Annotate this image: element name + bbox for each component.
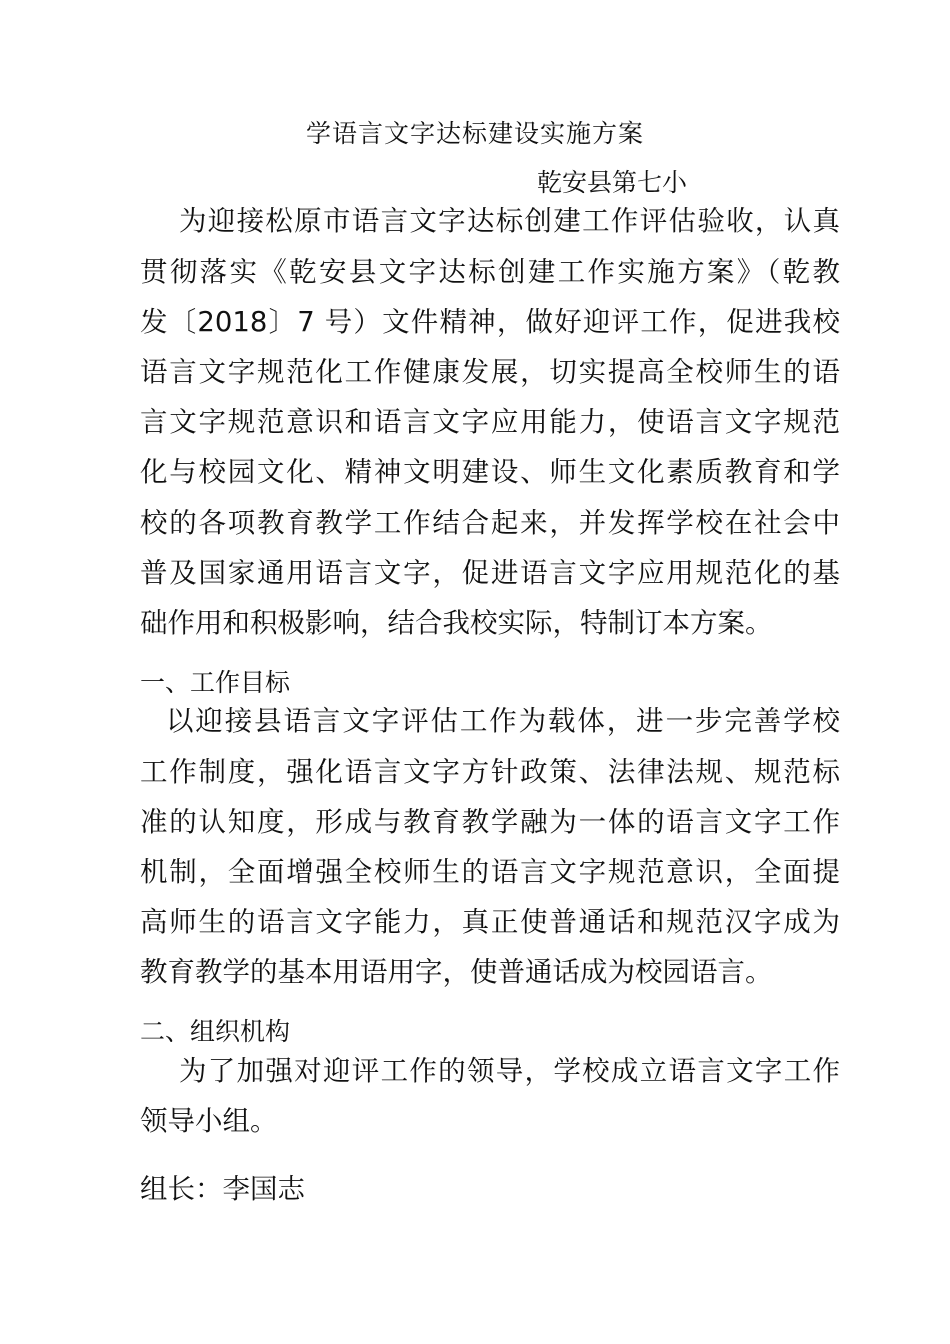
school-name: 乾安县第七小 (537, 168, 688, 197)
intro-line: 础作用和积极影响，结合我校实际，特制订本方案。 (140, 607, 773, 639)
goals-line: 工作制度，强化语言文字方针政策、法律法规、规范标 (140, 756, 840, 788)
organization-line: 领导小组。 (140, 1105, 278, 1137)
section-heading-organization: 二、组织机构 (140, 1017, 291, 1046)
intro-line: 校的各项教育教学工作结合起来，并发挥学校在社会中 (140, 507, 840, 539)
intro-line: 发〔2018〕7 号）文件精神，做好迎评工作，促进我校 (140, 306, 840, 338)
intro-line: 为迎接松原市语言文字达标创建工作评估验收，认真 (179, 205, 840, 237)
leader-line: 组长：李国志 (140, 1173, 305, 1205)
intro-line: 化与校园文化、精神文明建设、师生文化素质教育和学 (140, 456, 840, 488)
intro-line: 普及国家通用语言文字，促进语言文字应用规范化的基 (140, 557, 840, 589)
goals-line: 机制，全面增强全校师生的语言文字规范意识，全面提 (140, 856, 840, 888)
goals-line: 教育教学的基本用语用字，使普通话成为校园语言。 (140, 956, 773, 988)
intro-line: 语言文字规范化工作健康发展，切实提高全校师生的语 (140, 356, 840, 388)
goals-line: 高师生的语言文字能力，真正使普通话和规范汉字成为 (140, 906, 840, 938)
goals-line: 以迎接县语言文字评估工作为载体，进一步完善学校 (166, 705, 840, 737)
section-heading-goals: 一、工作目标 (140, 668, 291, 697)
document-title: 学语言文字达标建设实施方案 (305, 119, 644, 148)
intro-line: 贯彻落实《乾安县文字达标创建工作实施方案》（乾教 (140, 256, 840, 288)
goals-line: 准的认知度，形成与教育教学融为一体的语言文字工作 (140, 806, 840, 838)
intro-line: 言文字规范意识和语言文字应用能力，使语言文字规范 (140, 406, 840, 438)
organization-line: 为了加强对迎评工作的领导，学校成立语言文字工作 (179, 1055, 840, 1087)
